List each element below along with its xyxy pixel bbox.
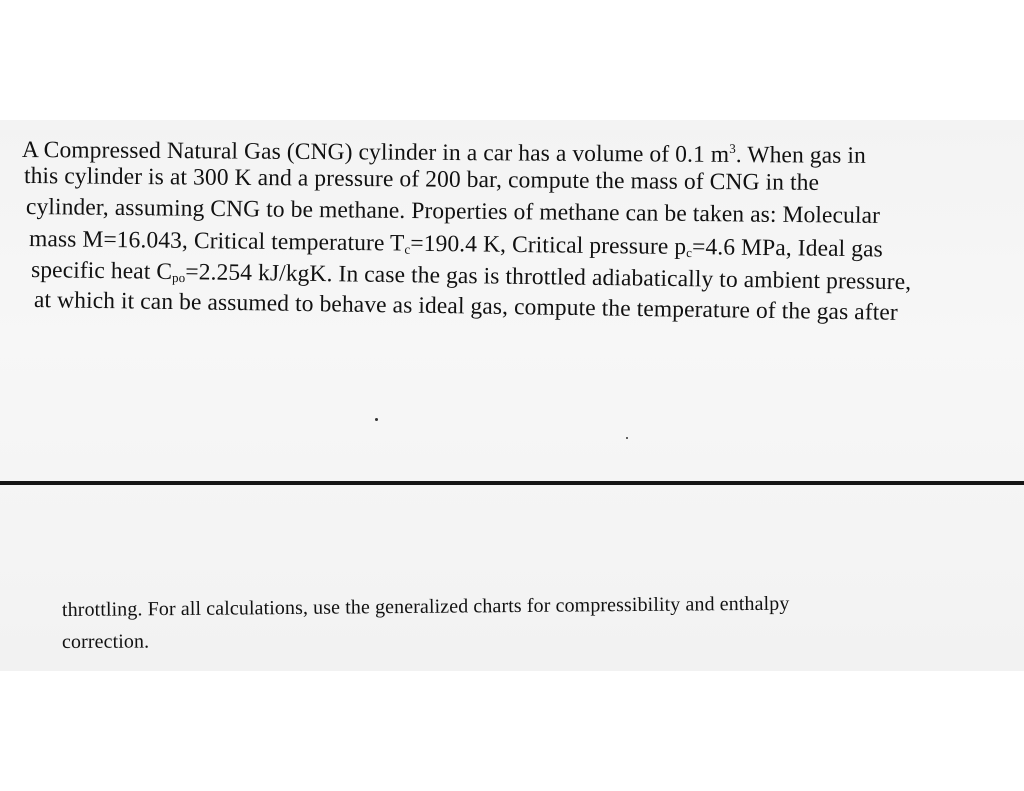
line-4-middle: =190.4 K, Critical pressure p bbox=[410, 230, 687, 261]
problem-line-8: correction. bbox=[61, 630, 150, 653]
line-4-text: mass M=16.043, Critical temperature T bbox=[28, 226, 405, 257]
critical-temp-subscript: c bbox=[404, 241, 411, 257]
problem-line-2: this cylinder is at 300 K and a pressure of 200 bar, compute the mass of CNG in the bbox=[23, 163, 820, 196]
line-4-tail: =4.6 MPa, Ideal gas bbox=[691, 234, 883, 263]
scan-speck bbox=[375, 418, 378, 421]
line-1-tail: . When gas in bbox=[735, 141, 867, 169]
problem-line-7: throttling. For all calculations, use the generalized charts for compressibility and enthalpy bbox=[61, 592, 790, 621]
line-5-text: specific heat C bbox=[30, 257, 173, 285]
scan-speck bbox=[626, 437, 628, 439]
line-1-text: A Compressed Natural Gas (CNG) cylinder in a car has a volume of 0.1 m bbox=[21, 137, 730, 168]
page-divider bbox=[0, 481, 1024, 485]
volume-exponent: 3 bbox=[729, 140, 736, 156]
problem-line-6: at which it can be assumed to behave as ideal gas, compute the temperature of the gas after bbox=[33, 287, 899, 326]
problem-line-3: cylinder, assuming CNG to be methane. Properties of methane can be taken as: Molecular bbox=[25, 194, 881, 229]
line-5-tail: =2.254 kJ/kgK. In case the gas is throttled adiabatically to ambient pressure, bbox=[185, 259, 912, 296]
critical-pressure-subscript: c bbox=[686, 245, 693, 261]
specific-heat-subscript: po bbox=[171, 269, 186, 286]
